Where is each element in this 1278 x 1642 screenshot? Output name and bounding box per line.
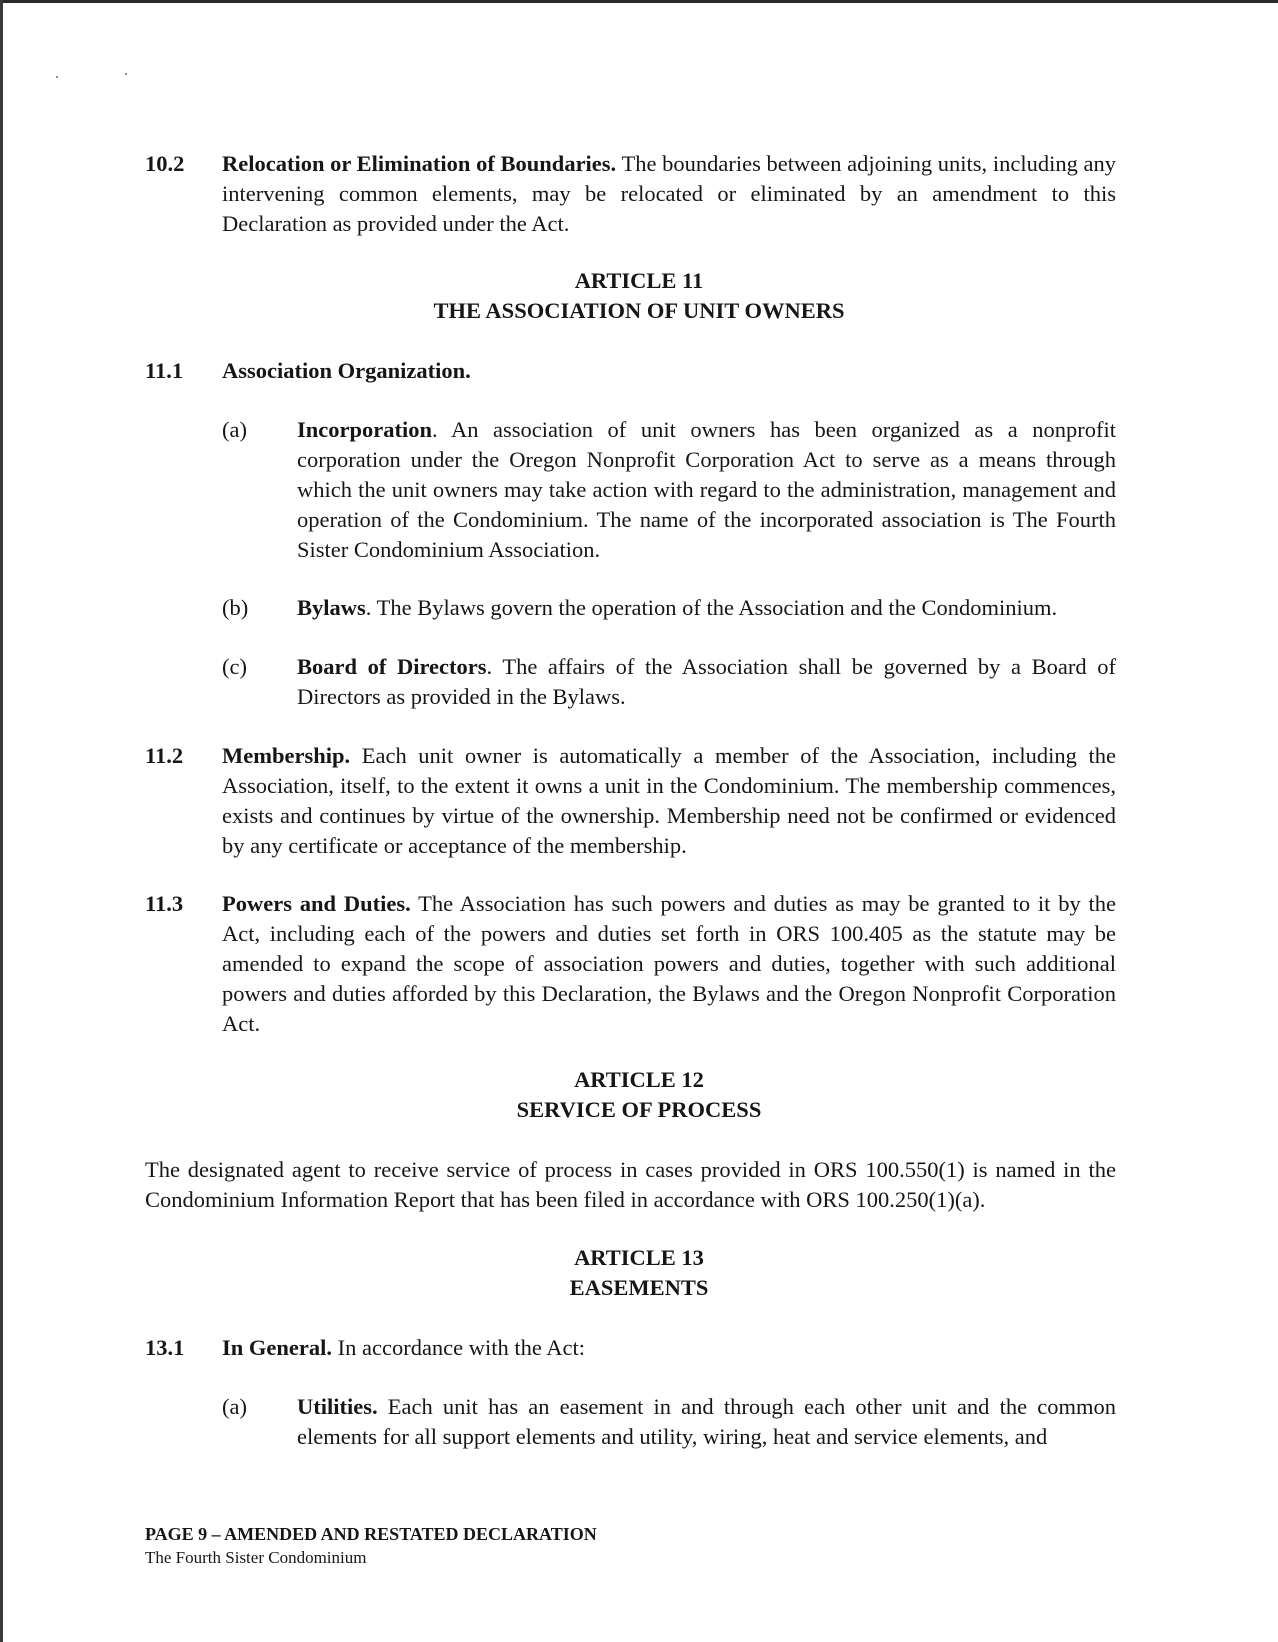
- subsection-title: Incorporation: [297, 417, 432, 442]
- article-12-paragraph: The designated agent to receive service of process in cases provided in ORS 100.550(1) is named in the Condominium Information Report that has been filed in accordance with ORS 100.250(1)(a).: [145, 1157, 1116, 1212]
- section-text: Each unit owner is automatically a member of the Association, including the Association, itself, to the extent it owns a unit in the Condominium. The membership commences, exists and continues by virtue of the ownership. Membership need not be confirmed or evidenced by any certificate or acceptance of the membership.: [222, 743, 1116, 858]
- section-number: 13.1: [145, 1335, 185, 1360]
- section-11-2: [145, 741, 1116, 861]
- scan-left-edge: [0, 0, 3, 1642]
- subsection-title: Utilities.: [297, 1394, 378, 1419]
- subsection-label: (c): [222, 654, 247, 679]
- article-title: THE ASSOCIATION OF UNIT OWNERS: [433, 298, 845, 323]
- section-title: Powers and Duties.: [222, 891, 411, 916]
- subsection-label: (b): [222, 595, 249, 620]
- subsection-13-1-a: [222, 1392, 1116, 1452]
- subsection-body: [297, 593, 1116, 623]
- section-body: [222, 356, 1116, 386]
- scan-speck: [56, 76, 58, 78]
- section-number: 11.3: [145, 891, 184, 916]
- article-title: SERVICE OF PROCESS: [516, 1097, 762, 1122]
- section-text: The Association has such powers and duties as may be granted to it by the Act, including each of the powers and duties set forth in ORS 100.405 as the statute may be amended to expand the scope of association powers and duties, together with such additional powers and duties afforded by this Declaration, the Bylaws and the Oregon Nonprofit Corporation Act.: [222, 891, 1116, 1036]
- section-title: Association Organization.: [222, 358, 471, 383]
- scan-top-edge: [0, 0, 1278, 3]
- section-body: [222, 149, 1116, 239]
- article-13-heading: [0, 1243, 1278, 1303]
- subsection-body: [297, 652, 1116, 712]
- section-title: Membership.: [222, 743, 351, 768]
- subsection-label: (a): [222, 417, 247, 442]
- section-text: The boundaries between adjoining units, including any intervening common elements, may be relocated or eliminated by an amendment to this Declaration as provided under the Act.: [222, 151, 1117, 236]
- subsection-title: Bylaws: [297, 595, 366, 620]
- article-11-heading: [0, 266, 1278, 326]
- article-title: EASEMENTS: [569, 1275, 709, 1300]
- subsection-text: . The Bylaws govern the operation of the Association and the Condominium.: [365, 595, 1058, 620]
- article-label: ARTICLE 11: [574, 268, 704, 293]
- footer-page-label: PAGE 9 – AMENDED AND RESTATED DECLARATION: [145, 1524, 597, 1544]
- section-number: 11.1: [145, 358, 184, 383]
- scan-speck: [125, 73, 127, 75]
- subsection-11-1-b: [222, 593, 1116, 623]
- section-body: [222, 1333, 1116, 1363]
- section-title: Relocation or Elimination of Boundaries.: [222, 151, 617, 176]
- subsection-title: Board of Directors: [297, 654, 487, 679]
- subsection-11-1-a: [222, 415, 1116, 565]
- subsection-text: . An association of unit owners has been organized as a nonprofit corporation under the Oregon Nonprofit Corporation Act to serve as a means through which the unit owners may take action with regard to the administration, management and operation of the Condominium. The name of the incorporated association is The Fourth Sister Condominium Association.: [297, 417, 1116, 562]
- subsection-text: . The affairs of the Association shall be governed by a Board of Directors as provided in the Bylaws.: [297, 654, 1116, 709]
- section-body: [222, 741, 1116, 861]
- section-13-1: [145, 1333, 1116, 1363]
- section-11-1: [145, 356, 1116, 386]
- section-number: 11.2: [145, 743, 184, 768]
- section-title: In General.: [222, 1335, 332, 1360]
- subsection-11-1-c: [222, 652, 1116, 712]
- subsection-label: (a): [222, 1394, 247, 1419]
- section-number: 10.2: [145, 151, 185, 176]
- section-body: [222, 889, 1116, 1039]
- article-label: ARTICLE 12: [574, 1067, 704, 1092]
- section-10-2: [145, 149, 1116, 239]
- subsection-text: Each unit has an easement in and through each other unit and the common elements for all support elements and utility, wiring, heat and service elements, and: [297, 1394, 1116, 1449]
- article-12-heading: [0, 1065, 1278, 1125]
- subsection-body: [297, 415, 1116, 565]
- section-11-3: [145, 889, 1116, 1039]
- subsection-body: [297, 1392, 1116, 1452]
- footer-document-name: The Fourth Sister Condominium: [145, 1548, 367, 1567]
- article-label: ARTICLE 13: [574, 1245, 704, 1270]
- page-footer: [145, 1522, 597, 1570]
- section-text: In accordance with the Act:: [332, 1335, 586, 1360]
